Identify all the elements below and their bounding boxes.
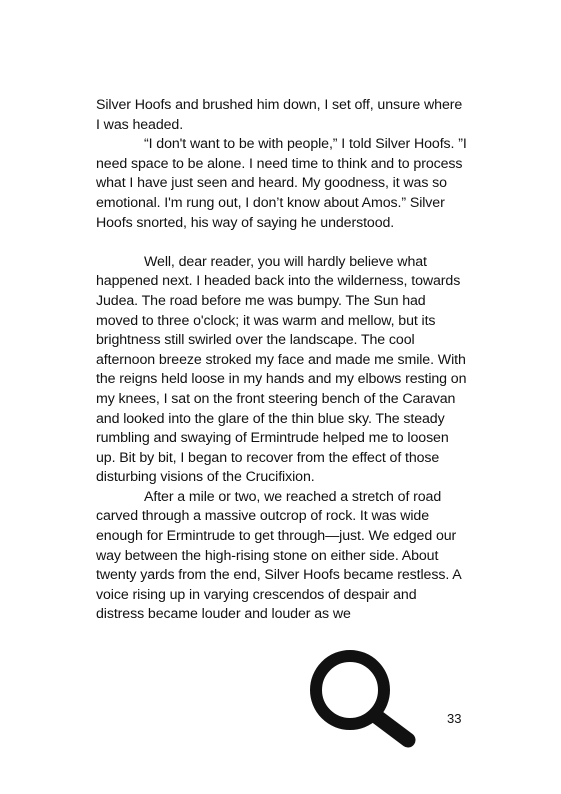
- paragraph-2: “I don't want to be with people,” I told Silver Hoofs. ”I need space to be alone. I need time to think and to process what I have just seen and heard. My goodness, it was so emotional. I'm rung out, I don’t know about Amos.” Silver Hoofs snorted, his way of saying he understood.: [96, 136, 467, 231]
- magnifier-icon: [302, 642, 442, 752]
- zoom-button[interactable]: [302, 642, 442, 752]
- body-text: [96, 96, 468, 625]
- paragraph-3: Well, dear reader, you will hardly believe what happened next. I headed back into the wilderness, towards Judea. The road before me was bumpy. The Sun had moved to three o'clock; it was warm and mellow, but its brightness still swirled over the landscape. The cool afternoon breeze stroked my face and made me smile. With the reigns held loose in my hands and my elbows resting on my knees, I sat on the front steering bench of the Caravan and looked into the glare of the thin blue sky. The steady rumbling and swaying of Ermintrude helped me to loosen up. Bit by bit, I began to recover from the effect of those disturbing visions of the Crucifixion.: [96, 253, 467, 486]
- paragraph-1: Silver Hoofs and brushed him down, I set off, unsure where I was headed.: [96, 97, 463, 133]
- page-number: 33: [447, 711, 462, 726]
- paragraph-4: After a mile or two, we reached a stretch of road carved through a massive outcrop of rock. It was wide enough for Ermintrude to get through—just. We edged our way between the high-rising stone on either side. About twenty yards from the end, Silver Hoofs became restless. A voice rising up in varying crescendos of despair and distress became louder and louder as we: [96, 488, 461, 623]
